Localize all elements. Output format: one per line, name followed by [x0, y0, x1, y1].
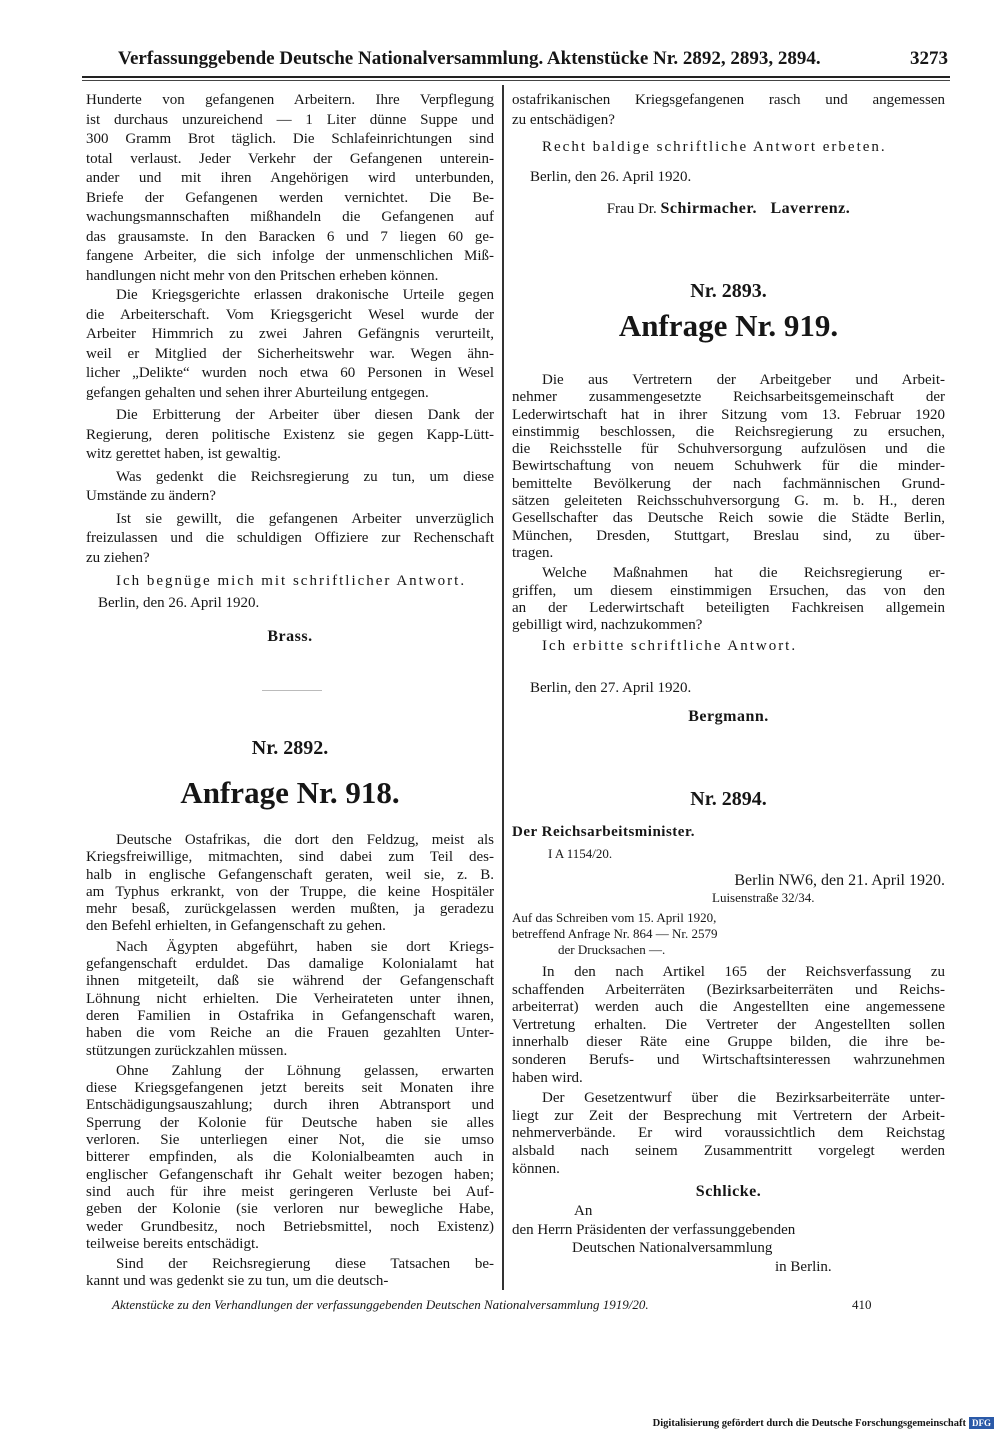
- header-rule-thin: [82, 80, 950, 81]
- text-line: zu ziehen?: [86, 549, 150, 566]
- date-line: Berlin, den 26. April 1920.: [98, 594, 260, 611]
- text-line: mehr besaß, zurückgelassen werden mußten, ja geradezu: [86, 901, 494, 918]
- column-divider: [502, 85, 504, 1290]
- addressee-line: den Herrn Präsidenten der verfassunggebenden: [512, 1221, 796, 1238]
- text-line: witz gerettet haben, ist gewaltig.: [86, 446, 281, 462]
- signature-prefix: Frau Dr.: [606, 201, 657, 217]
- text-line: können.: [512, 1160, 560, 1177]
- text-line: das grausamste. In den Baracken 6 und 7 liegen 60 ge-: [86, 228, 494, 245]
- text-line: nehmer zusammengesetzte Reichsarbeitsgemeinschaft der: [512, 389, 945, 406]
- text-line: sonderen Berufs- und Wirtschaftsinteressen wahrzunehmen: [512, 1051, 945, 1068]
- text-line: Lederwirtschaft hat in ihrer Sitzung vom 13. Februar 1920: [512, 406, 945, 423]
- text-line: total verlaust. Jeder Verkehr der Gefangenen unterein-: [86, 150, 494, 167]
- text-line: Ich erbitte schriftliche Antwort.: [542, 638, 798, 655]
- text-line: liegt zur Zeit der Besprechung mit Vertretern der Arbeit-: [512, 1107, 945, 1124]
- text-line: Deutsche Ostafrikas, die dort den Feldzug, meist als: [116, 832, 494, 848]
- text-line: am Typhus erkrankt, von der Truppe, die keine Hospitäler: [86, 883, 494, 900]
- text-line: Gesellschafter das Deutsche Reich sowie die Städte Berlin,: [512, 510, 945, 527]
- reference-line: Auf das Schreiben vom 15. April 1920,: [512, 910, 717, 925]
- signature: Schlicke.: [695, 1183, 762, 1201]
- address: Luisenstraße 32/34.: [712, 890, 815, 905]
- paragraph: [86, 572, 494, 592]
- text-line: Was gedenkt die Reichsregierung zu tun, um diese: [116, 468, 494, 485]
- text-line: geben der Kolonie (sie verloren nur bewegliche Habe,: [86, 1201, 494, 1218]
- paragraph: [512, 138, 945, 158]
- text-line: gefangenschaft erduldet. Das damalige Kolonialamt hat: [86, 956, 494, 973]
- header-title: Verfassunggebende Deutsche Nationalversammlung. Aktenstücke Nr. 2892, 2893, 2894.: [118, 48, 821, 69]
- signature: Brass.: [267, 628, 313, 645]
- text-line: tragen.: [512, 544, 554, 561]
- running-header: [118, 48, 948, 70]
- left-inquiry-body: [86, 832, 494, 1291]
- paragraph: [512, 91, 945, 130]
- paragraph: [86, 406, 494, 465]
- place-date: Berlin NW6, den 21. April 1920.: [734, 872, 945, 889]
- text-line: alsbald nach seinem Zusammentritt vorgelegt werden: [512, 1142, 945, 1159]
- text-line: sätzen geleiteten Reichsschuhversorgung G. m. b. H., deren: [512, 493, 945, 510]
- reference-block: [512, 910, 945, 958]
- addressee-line: in Berlin.: [775, 1258, 832, 1275]
- text-line: sind auch für ihre meist geringeren Verluste bei Auf-: [86, 1183, 494, 1200]
- text-line: diese Kriegsgefangenen jetzt bereits seit Monaten ihre: [86, 1080, 494, 1097]
- text-line: fangene Arbeiter, die sich infolge der unmenschlichen Miß-: [86, 248, 494, 264]
- text-line: Bewirtschaftung von neuem Schuhwerk für die minder-: [512, 458, 945, 475]
- text-line: gefangen gehalten und sehen ihrer Aburteilung entgegen.: [86, 384, 429, 401]
- text-line: die Reichsstelle für Schuhversorgung aufzulösen und die: [512, 441, 945, 458]
- signature: Bergmann.: [688, 708, 769, 725]
- text-line: haben wird.: [512, 1069, 583, 1086]
- text-line: Nach Ägypten abgeführt, haben sie dort Kriegs-: [116, 938, 494, 955]
- text-line: halb in englische Gefangenschaft geraten, weil sie, z. B.: [86, 866, 494, 883]
- paragraph: [512, 964, 945, 1087]
- addressee-line: Deutschen Nationalversammlung: [572, 1240, 773, 1257]
- text-line: Recht baldige schriftliche Antwort erbeten.: [542, 139, 887, 155]
- dfg-logo-icon: DFG: [969, 1417, 994, 1429]
- text-line: 300 Gramm Brot täglich. Die Schlafeinrichtungen sind: [86, 131, 494, 147]
- page-number: 3273: [910, 48, 948, 69]
- reference-line: der Drucksachen —.: [558, 942, 666, 957]
- text-line: licher „Delikte“ wurden noch etwa 60 Personen in Wesel: [86, 365, 494, 381]
- inquiry-title: Anfrage Nr. 919.: [618, 308, 839, 343]
- inquiry-title: Anfrage Nr. 918.: [180, 775, 400, 810]
- right-inquiry-body: [512, 372, 945, 656]
- paragraph: [512, 372, 945, 562]
- text-line: ist durchaus unzureichend — 1 Liter dünne Suppe und: [86, 111, 494, 128]
- text-line: verloren. Sie unterliegen einer Not, die sie umso: [86, 1132, 494, 1149]
- text-line: arbeiterrat) werden auch die Angestellten eine angemessene: [512, 999, 945, 1016]
- text-line: weil er Mitglied der Sicherheitswehr war. Wegen ähn-: [86, 345, 494, 362]
- text-line: Umstände zu ändern?: [86, 488, 216, 504]
- document-number: Nr. 2892.: [251, 737, 329, 759]
- text-line: Die Kriegsgerichte erlassen drakonische Urteile gegen: [116, 287, 494, 303]
- text-line: englischer Gefangenschaft ihr Gehalt weiter bezogen haben;: [86, 1166, 494, 1183]
- text-line: nehmerverbände. Er wird voraussichtlich dem Reichstag: [512, 1125, 945, 1142]
- text-line: freizulassen und die schuldigen Offiziere zur Rechenschaft: [86, 530, 494, 546]
- credit-text: Digitalisierung gefördert durch die Deutsche Forschungsgemeinschaft: [652, 1417, 966, 1429]
- text-line: Der Gesetzentwurf über die Bezirksarbeiterräte unter-: [542, 1090, 945, 1107]
- text-line: Briefe der Gefangenen werden vernichtet. Die Be-: [86, 189, 494, 206]
- addressee-line: An: [574, 1203, 593, 1220]
- text-line: bitterer empfinden, als die Kolonialbeamten auch in: [86, 1149, 494, 1166]
- paragraph: [512, 565, 945, 634]
- sheet-number: 410: [852, 1297, 872, 1312]
- text-line: innerhalb dieser Räte eine Gruppe bilden, die ihre be-: [512, 1034, 945, 1051]
- text-line: Kriegsfreiwillige, mitmachten, sind dabei zum Teil des-: [86, 849, 494, 866]
- text-line: deren Familien in Ostafrika in Gefangenschaft waren,: [86, 1007, 494, 1024]
- document-number: Nr. 2894.: [690, 788, 767, 810]
- document-number: Nr. 2893.: [690, 280, 767, 302]
- text-line: griffen, um diesem einstimmigen Ersuchen, das von den: [512, 582, 945, 599]
- text-line: schaffenden Arbeiterräten (Bezirksarbeiterräten und Reichs-: [512, 981, 945, 998]
- text-line: Regierung, deren politische Existenz sie gegen Kapp-Lütt-: [86, 426, 494, 443]
- text-line: teilweise bereits entschädigt.: [86, 1235, 259, 1252]
- text-line: bemittelte Bevölkerung der nach fachmännischen Grund-: [512, 475, 945, 492]
- text-line: Vertretung erhalten. Die Vertreter der Angestellten sollen: [512, 1016, 945, 1033]
- paragraph: [512, 638, 945, 655]
- text-line: kannt und was gedenkt sie zu tun, um die deutsch-: [86, 1273, 389, 1290]
- text-line: haben die vom Reiche an die Frauen gezahlten Unter-: [86, 1025, 494, 1042]
- text-line: den Befehl erhielten, in Gefangenschaft zu gehen.: [86, 918, 386, 935]
- paragraph: [86, 91, 494, 286]
- text-line: Welche Maßnahmen hat die Reichsregierung er-: [542, 565, 945, 582]
- text-line: Die Erbitterung der Arbeiter über diesen Dank der: [116, 407, 494, 423]
- sender: Der Reichsarbeitsminister.: [512, 824, 695, 840]
- paragraph: [512, 1090, 945, 1178]
- text-line: einstimmig beschlossen, die Reichsregierung zu ersuchen,: [512, 423, 945, 440]
- text-line: Löhnung nicht erhielten. Die Verheirateten unter ihnen,: [86, 990, 494, 1007]
- digitization-credit: [653, 1417, 994, 1429]
- text-line: ihnen mitgeteilt, daß sie während der Gefangenschaft: [86, 973, 494, 990]
- paragraph: [86, 510, 494, 569]
- text-line: Ist sie gewillt, die gefangenen Arbeiter unverzüglich: [116, 510, 494, 527]
- reference-line: betreffend Anfrage Nr. 864 — Nr. 2579: [512, 926, 718, 941]
- text-line: die Arbeiterschaft. Vom Kriegsgericht Wesel wurde der: [86, 306, 494, 323]
- paragraph: [86, 832, 494, 936]
- text-line: Hunderte von gefangenen Arbeitern. Ihre Verpflegung: [86, 92, 494, 108]
- text-line: München, Dresden, Stuttgart, Breslau sind, zu über-: [512, 527, 945, 544]
- reference-number: I A 1154/20.: [548, 846, 613, 861]
- text-line: weder Grundbesitz, noch Betriebsmittel, noch Existenz): [86, 1218, 494, 1235]
- text-line: handlungen nicht mehr von den Pritschen erheben können.: [86, 267, 439, 284]
- text-line: ander und mit ihren Angehörigen wird unterbunden,: [86, 170, 494, 186]
- text-line: wachungsmannschaften mißhandeln die Gefangenen auf: [86, 209, 494, 225]
- text-line: Die aus Vertretern der Arbeitgeber und Arbeit-: [542, 372, 945, 388]
- text-line: ostafrikanischen Kriegsgefangenen rasch und angemessen: [512, 92, 945, 108]
- text-line: Entschädigungsauszahlung; durch ihren Abtransport und: [86, 1097, 494, 1114]
- text-line: Ohne Zahlung der Löhnung gelassen, erwarten: [116, 1062, 494, 1079]
- text-line: an der Lederwirtschaft beteiligten Fachkreisen allgemein: [512, 599, 945, 616]
- paragraph: [86, 286, 494, 403]
- text-line: zu entschädigen?: [512, 111, 615, 128]
- left-text-block: [86, 91, 494, 647]
- date-line: Berlin, den 26. April 1920.: [530, 168, 692, 185]
- date-line: Berlin, den 27. April 1920.: [530, 680, 692, 696]
- reply-letter: [512, 823, 945, 1276]
- paragraph: [86, 1063, 494, 1253]
- text-line: Sind der Reichsregierung diese Tatsachen be-: [116, 1256, 494, 1273]
- text-line: In den nach Artikel 165 der Reichsverfassung zu: [542, 964, 945, 980]
- signature-line: [512, 199, 945, 219]
- text-line: Arbeiter Himmrich zu zwei Jahren Gefängnis verurteilt,: [86, 326, 494, 342]
- paragraph: [86, 468, 494, 507]
- paragraph: [86, 939, 494, 1060]
- text-line: Ich begnüge mich mit schriftlicher Antwort.: [116, 573, 467, 589]
- text-line: gebilligt wird, nachzukommen?: [512, 617, 703, 634]
- footer-text: Aktenstücke zu den Verhandlungen der verfassunggebenden Deutschen Nationalversammlung 1919/20.: [112, 1297, 649, 1312]
- text-line: stützungen zurückzahlen müssen.: [86, 1042, 288, 1059]
- signature: Schirmacher. Laverrenz.: [660, 200, 851, 217]
- text-line: Sperrung der Kolonie für Deutsche haben sie alles: [86, 1114, 494, 1131]
- right-text-block: [512, 91, 945, 219]
- header-rule: [82, 76, 950, 78]
- paragraph: [86, 1256, 494, 1291]
- separator: [262, 690, 322, 691]
